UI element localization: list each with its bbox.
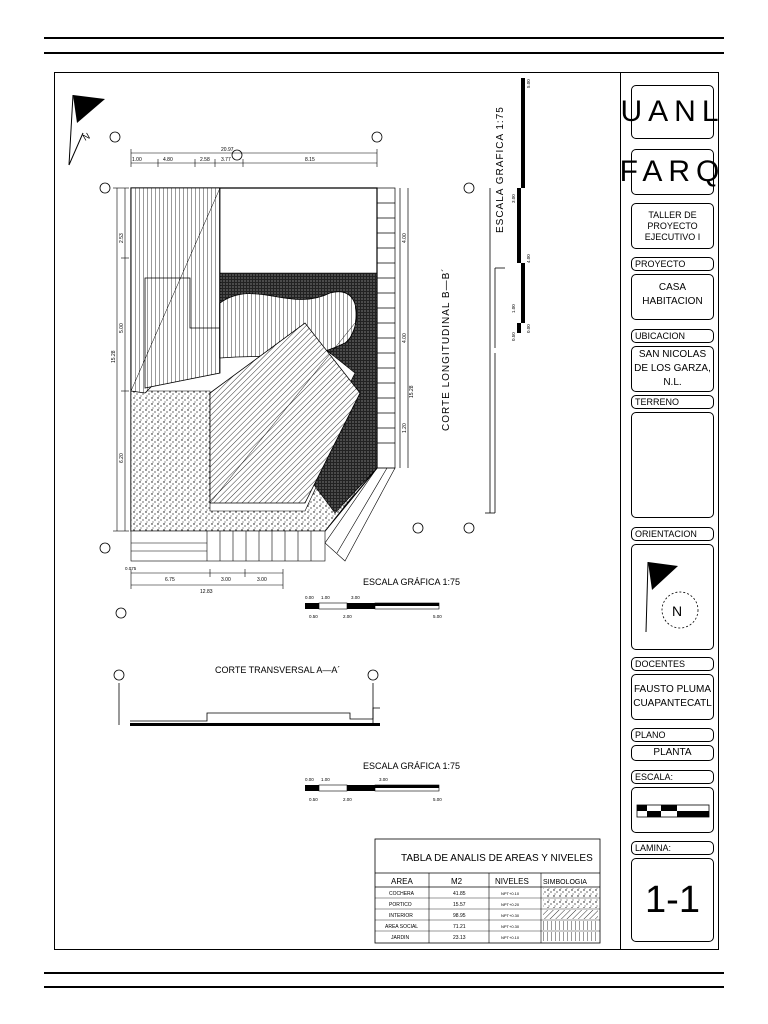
plan-value-box [631,745,714,761]
scale-1-tick-4: 2.00 [343,614,352,619]
scale-2-tick-4: 2.00 [343,797,352,802]
svg-text:N: N [81,130,92,143]
scale-1-tick-0: 0.00 [305,595,314,600]
teachers-label-box [631,657,714,671]
dim-top-0: 1.00 [132,157,142,163]
area-table-title: TABLA DE ANALIS DE AREAS Y NIVELES [401,853,593,864]
project-label-box [631,257,714,271]
row-0-area: COCHERA [389,891,415,897]
vscale-tick-2: 4.00 [526,254,531,263]
vertical-scale-label: ESCALA GRAFICA 1:75 [495,106,506,233]
location-value-box [631,346,714,392]
sheet-value-box [631,858,714,942]
scale-box [631,787,714,833]
scale-label: ESCALA: [635,772,674,782]
dim-top-1: 4.80 [163,157,173,163]
dim-left-0: 2.53 [119,233,125,243]
scale-2-tick-1: 1.00 [321,777,330,782]
dim-right-0: 4.00 [402,233,408,243]
university-box [620,85,725,139]
row-0-m2: 41.85 [453,891,466,897]
scale-1-tick-5: 5.00 [433,614,442,619]
north-arrow-icon [69,95,105,165]
section-trans-label: CORTE TRANSVERSAL A—A´ [215,665,341,675]
dim-left-total: 15.28 [111,350,117,363]
location-value: SAN NICOLAS DE LOS GARZA, N.L. [634,349,711,388]
scale-2-label: ESCALA GRÁFICA 1:75 [363,761,461,771]
scale-2-tick-3: 0.50 [309,797,318,802]
scale-2-tick-5: 5.00 [433,797,442,802]
project-label: PROYECTO [635,259,686,269]
top-border-line-1 [44,37,724,39]
vscale-tick-5: 0.00 [526,324,531,333]
dim-top-4: 8.15 [305,157,315,163]
plan-value: PLANTA [653,747,692,758]
orientation-box [631,544,714,650]
top-border-line-2 [44,52,724,54]
project-value: CASA HABITACION [642,282,703,307]
orientation-label: ORIENTACION [635,529,697,539]
dim-bottom-2: 3.00 [221,577,231,583]
section-long-label: CORTE LONGITUDINAL B—B´ [441,267,452,431]
university-name: UANL [620,95,725,128]
dim-bottom-3: 3.00 [257,577,267,583]
dim-bottom-1: 6.75 [165,577,175,583]
table-header-niveles: NIVELES [495,877,529,886]
row-2-nivel: NPT+0.30 [501,913,520,918]
dim-top-2: 2.58 [200,157,210,163]
dim-bottom-total: 12.83 [200,589,213,595]
sheet-number: 1-1 [645,878,700,921]
longitudinal-section [464,183,505,533]
bottom-border-line-2 [44,986,724,988]
row-4-area: JARDIN [391,935,410,941]
row-3-nivel: NPT+0.30 [501,924,520,929]
teachers-label: DOCENTES [635,659,686,669]
architectural-drawing [55,73,621,949]
row-3-area: AREA SOCIAL [385,924,419,930]
dim-top-3: 3.77 [221,157,231,163]
teachers-value: FAUSTO PLUMA CUAPANTECATL [633,684,712,709]
row-2-area: INTERIOR [389,913,413,919]
row-1-area: PORTICO [389,902,412,908]
sheet-label-box [631,841,714,855]
dim-right-3: 15.28 [409,385,415,398]
row-1-nivel: NPT+0.20 [501,902,520,907]
transverse-section [114,670,380,725]
project-value-box [631,274,714,320]
vscale-tick-3: 1.00 [511,304,516,313]
scale-1-label: ESCALA GRÁFICA 1:75 [363,577,461,587]
course-name: TALLER DE PROYECTO EJECUTIVO I [644,209,701,242]
scale-2-tick-2: 3.00 [379,777,388,782]
dim-left-1: 5.00 [119,323,125,333]
drawing-sheet [54,72,726,950]
faculty-box [619,149,726,195]
vscale-tick-0: 5.00 [526,79,531,88]
teachers-value-box [631,674,714,720]
table-header-area: AREA [391,877,413,886]
scale-label-box [631,770,714,784]
table-header-simbologia: SIMBOLOGIA [543,879,587,886]
graphic-scale-1 [305,603,439,609]
drawing-area [55,73,621,949]
course-box [631,203,714,249]
scale-2-tick-0: 0.00 [305,777,314,782]
row-4-nivel: NPT+0.10 [501,935,520,940]
dim-right-1: 4.00 [402,333,408,343]
dim-bottom-0: 0.075 [125,566,137,571]
scale-1-tick-2: 3.00 [351,595,360,600]
svg-text:N: N [671,603,682,619]
row-4-m2: 23.13 [453,935,466,941]
graphic-scale-2 [305,785,439,791]
dim-left-2: 6.20 [119,453,125,463]
terrain-label: TERRENO [635,397,680,407]
table-header-m2: M2 [451,877,463,886]
scale-1-tick-1: 1.00 [321,595,330,600]
location-label-box [631,329,714,343]
vscale-tick-4: 0.50 [511,332,516,341]
scale-1-tick-3: 0.50 [309,614,318,619]
terrain-box [631,412,714,518]
dim-top-total: 20.97 [221,147,234,153]
row-1-m2: 15.57 [453,902,466,908]
orientation-label-box [631,527,714,541]
dim-right-2: 1.20 [402,423,408,433]
entrance-steps [131,531,325,561]
title-scale-bar [635,795,711,825]
row-0-nivel: NPT+0.10 [501,891,520,896]
terrain-label-box [631,395,714,409]
vscale-tick-1: 3.00 [511,194,516,203]
faculty-name: FARQ [619,155,726,188]
row-2-m2: 98.95 [453,913,466,919]
plan-label: PLANO [635,730,666,740]
sheet-label: LAMINA: [635,843,672,853]
compass-north-icon [638,552,708,642]
bottom-border-line-1 [44,972,724,974]
vertical-graphic-scale [517,78,525,333]
location-label: UBICACION [635,331,686,341]
plan-label-box [631,728,714,742]
row-3-m2: 71.21 [453,924,466,930]
title-block [619,73,726,949]
